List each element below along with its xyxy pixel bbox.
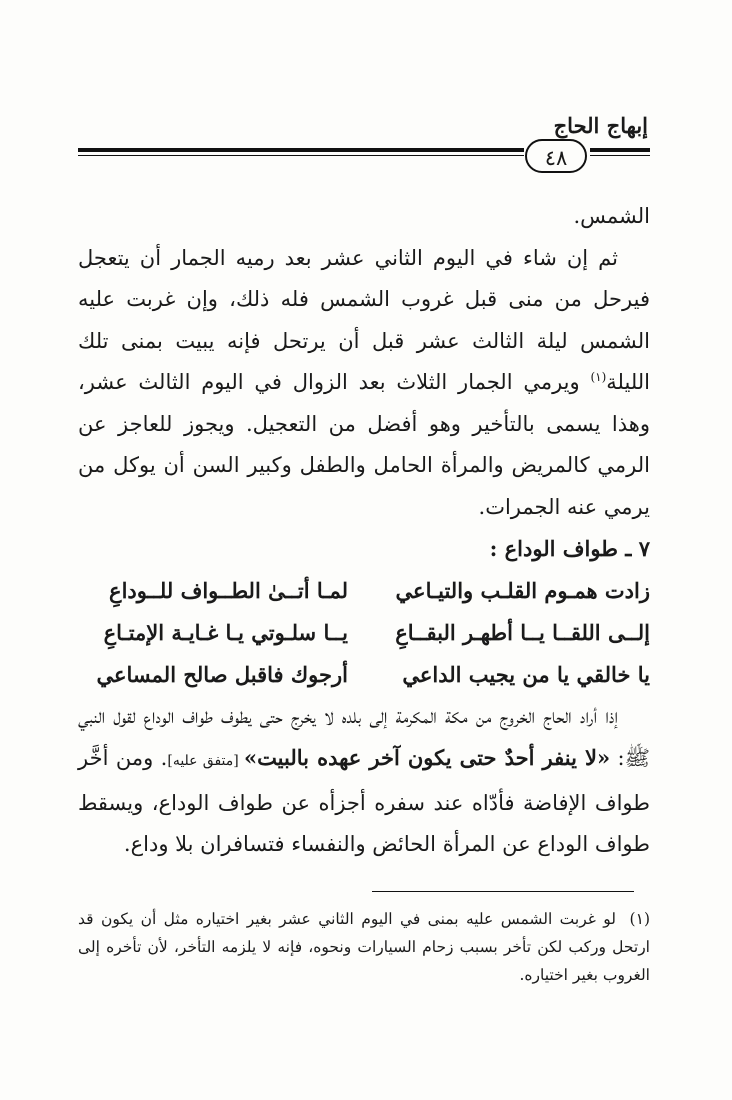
running-title: إبهاج الحاج <box>553 113 648 138</box>
paragraph-text: إذا أراد الحاج الخروج من مكة المكرمة إلى بلده لا يخرج حتى يطوف طواف الوداع لقول النبي ﷺ: <box>78 703 651 770</box>
paragraph <box>78 196 650 238</box>
footnote-number: (١) <box>629 910 650 928</box>
header-rule-right-thin <box>590 155 650 156</box>
poem-verse <box>78 570 650 612</box>
poem <box>78 570 650 696</box>
paragraph-text: . ومن أخَّر طواف الإفاضة فأدّاه عند سفره أجزأه عن طواف الوداع، ويسقط طواف الوداع عن المرأة الحائض والنفساء فتسافران بلا وداع. <box>78 746 650 856</box>
footnote <box>78 905 650 989</box>
main-text <box>78 196 650 866</box>
verse-first-hemistich: زادت همـوم القلـب والتيـاعي <box>395 577 650 603</box>
header-rule-left <box>78 148 524 152</box>
paragraph <box>78 696 650 866</box>
footnote-marker[interactable]: (١) <box>590 370 607 384</box>
footnote-text: لو غربت الشمس عليه بمنى في اليوم الثاني عشر بغير اختياره مثل أن يكون قد ارتحل وركب لكن تأخر بسبب زحام السيارات ونحوه، فإنه لا يلزمه التأخر، لأن تأخره إلى الغروب بغير اختياره. <box>78 910 650 984</box>
hadith-quote: «لا ينفر أحدٌ حتى يكون آخر عهده بالبيت» <box>243 745 611 770</box>
page-number: ٤٨ <box>525 139 587 173</box>
verse-second-hemistich: لمـا أتــىٰ الطــواف للــوداعِ <box>109 577 348 603</box>
poem-verse <box>78 612 650 654</box>
paragraph-text: ويرمي الجمار الثلاث بعد الزوال في اليوم الثالث عشر، وهذا يسمى بالتأخير وهو أفضل من التعجيل. ويجوز للعاجز عن الرمي كالمريض والمرأة الحامل والطفل وكبير السن أن يوكل من يرمي عنه الجمرات. <box>78 370 650 519</box>
verse-second-hemistich: أرجوك فاقبل صالح المساعي <box>96 661 348 687</box>
paragraph-text: الشمس. <box>573 204 650 228</box>
header-rule-left-thin <box>78 155 524 156</box>
paragraph-text: ثم إن شاء في اليوم الثاني عشر بعد رميه الجمار أن يتعجل فيرحل من منى قبل غروب الشمس فله ذلك، وإن غربت عليه الشمس ليلة الثالث عشر قبل أن يرتحل فإنه يبيت بمنى تلك الليلة <box>78 245 650 394</box>
verse-first-hemistich: إلــى اللقــا يــا أطهـر البقــاعِ <box>395 619 650 645</box>
hadith-source: [متفق عليه] <box>167 753 244 769</box>
paragraph <box>78 238 650 529</box>
poem-verse <box>78 654 650 696</box>
header-rule-right <box>590 148 650 152</box>
verse-first-hemistich: يا خالقي يا من يجيب الداعي <box>402 661 650 687</box>
section-heading: ٧ ـ طواف الوداع : <box>489 536 650 561</box>
footnote-divider <box>372 891 634 892</box>
verse-second-hemistich: يــا سلـوتي يـا غـايـة الإمتـاعِ <box>103 619 348 645</box>
